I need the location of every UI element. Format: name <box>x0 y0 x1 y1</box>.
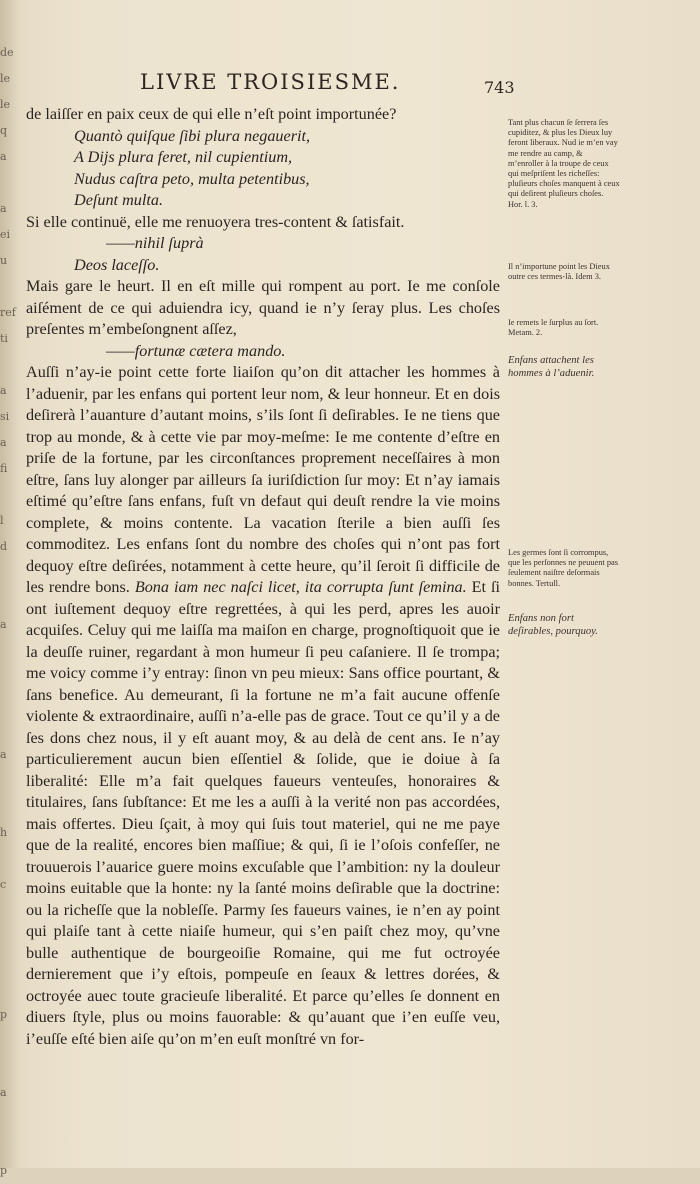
gutter-fragment <box>0 638 14 664</box>
gutter-fragment <box>0 560 14 586</box>
gutter-fragment <box>0 950 14 976</box>
gutter-fragment: a <box>0 384 7 397</box>
gutter-fragment: p <box>0 1164 8 1177</box>
gutter-fragment: le <box>0 72 11 85</box>
gutter-fragment: de <box>0 46 14 59</box>
gutter-fragment <box>0 352 14 378</box>
paragraph: Si elle continuë, elle me renuoyera tres-content & ſatisfait. <box>26 212 405 231</box>
margin-note: Il n’importune point les Dieux outre ces termes-là. Idem 3. <box>508 262 610 282</box>
verse-line: A Dijs plura feret, nil cupientium, <box>74 148 293 166</box>
margin-note: Ie remets le ſurplus au ſort. Metam. 2. <box>508 318 599 338</box>
latin-quote: Bona iam nec naſci licet, ita corrupta ſunt ſemina. <box>134 578 467 596</box>
gutter-fragment: a <box>0 1086 7 1099</box>
gutter-fragment: h <box>0 826 8 839</box>
gutter-fragment <box>0 1106 14 1132</box>
lead-line: de laiſſer en paix ceux de qui elle n’eſt point importunée? <box>26 105 397 123</box>
gutter-fragment <box>0 898 14 924</box>
gutter-fragment <box>0 1028 14 1054</box>
gutter-fragment: ref <box>0 306 16 319</box>
gutter-fragment: u <box>0 254 8 267</box>
gutter-fragment <box>0 274 14 300</box>
gutter-fragment <box>0 482 14 508</box>
verse-line: ——fortunæ cætera mando. <box>106 341 286 360</box>
gutter-fragment: l <box>0 514 4 527</box>
gutter-fragment <box>0 768 14 794</box>
paragraph: Mais gare le heurt. Il en eſt mille qui rompent au port. Ie me conſole aiſément de ce qui aduiendra icy, quand ie n’y ſeray plus. Les choſes preſentes m’embeſongnent aſſez, <box>26 277 500 338</box>
gutter-fragment: a <box>0 436 7 449</box>
gutter-fragment <box>0 716 14 742</box>
latin-verse-1 <box>74 126 500 212</box>
verse-line: Nudus caſtra peto, multa petentibus, <box>74 169 310 188</box>
verse-line: Quantò quiſque ſibi plura negauerit, <box>74 126 311 145</box>
margin-note-italic: Enfans attachent les hommes à l’aduenir. <box>508 355 595 379</box>
latin-verse-2 <box>74 233 500 276</box>
running-title: LIVRE TROISIESME. <box>140 70 401 94</box>
gutter-fragment: a <box>0 618 7 631</box>
paragraph-text: Auſſi n’ay-ie point cette forte liaiſon qu’on dit attacher les hommes à l’aduenir, par les enfans qui portent leur nom, & leur honneur. Et en dois deſirerà l’auanture d’autant moins, s’ils ſont ſi deſirables. Ie ne tiens que trop au monde, & à cette vie par moy-meſme: Ie me contente d’eſtre en priſe de la fortune, par les circonſtances proprement neceſſaires à mon eſtre, ſans luy alonger par ailleurs ſa iuriſdiction ſur moy: Et n’ay iamais eſtimé qu’eſtre ſans enfans, fuſt vn defaut qui deuſt rendre la vie moins complete, & moins contente. La vacation ſterile a bien auſſi ſes commoditez. Les enfans ſont du nombre des choſes qui n’ont pas fort dequoy eſtre deſirées, notamment à cette heure, qu’il ſeroit ſi difficile de les rendre bons. <box>26 363 500 596</box>
verse-line: Deos laceſſo. <box>74 255 160 274</box>
page-number: 743 <box>484 78 515 97</box>
paragraph-text: Et ſi ont iuſtement dequoy eſtre regrettées, à qui les perd, apres les auoir acquiſes. Celuy qui me laiſſa ma maiſon en charge, prognoſtiquoit que ie la deuſſe ruiner, regardant à mon humeur ſi peu caſaniere. Il ſe trompa; me voicy comme i’y entray: ſinon vn peu mieux: Sans office pourtant, & ſans benefice. Au demeurant, ſi la fortune ne m’a fait aucune offenſe violente & extraordinaire, auſſi n’a-elle pas de grace. Tout ce qu’il y a de ſes dons chez nous, il y eſt auant moy, & au delà de cent ans. Ie n’ay particulierement aucun bien eſſentiel & ſolide, que ie doiue à ſa liberalité: Elle m’a fait quelques faueurs venteuſes, honoraires & titulaires, ſans ſubſtance: Et me les a auſſi à la verité non pas accordées, mais offertes. Dieu ſçait, à moy qui ſuis tout materiel, qui ne me paye que de la realité, encores bien maſſiue; & qui, ſi ie l’oſois confeſſer, ne trouuerois l’auarice guere moins excuſable que l’ambition: ny la douleur moins euitable que la honte: ny la ſanté moins deſirable que la doctrine: ou la richeſſe que la nobleſſe. Parmy ſes faueurs vaines, ie n’en ay point qui plaiſe tant à cette niaiſe humeur, qui s’en paiſt chez moy, qu’vne bulle authentique de bourgeoiſie Romaine, qui me fut octroyée dernierement que i’y eſtois, pompeuſe en ſeaux & lettres dorées, & octroyée auec toute gracieuſe liberalité. Et parce qu’elles ſe donnent en diuers ſtyle, plus ou moins fauorable: & qu’auant que i’en euſſe veu, i’euſſe eſté bien aiſe qu’on m’en euſt monſtré vn for- <box>26 578 501 1048</box>
paragraph <box>26 362 500 1050</box>
gutter-fragment <box>0 976 14 1002</box>
gutter-fragment: le <box>0 98 11 111</box>
gutter-fragment: fi <box>0 462 8 475</box>
facing-page-edge <box>0 40 16 1177</box>
gutter-fragment <box>0 586 14 612</box>
gutter-fragment: d <box>0 540 8 553</box>
gutter-fragment: p <box>0 1008 8 1021</box>
gutter-fragment: c <box>0 878 7 891</box>
latin-verse-3 <box>74 341 500 363</box>
gutter-fragment <box>0 664 14 690</box>
margin-note: Les germes ſont ſi corrompus, que les perſonnes ne peuuent pas ſeulement naiſtre deſormais bonnes. Tertull. <box>508 548 619 588</box>
gutter-fragment <box>0 170 14 196</box>
margin-note-italic: Enfans non fort deſirables, pourquoy. <box>508 613 598 637</box>
gutter-fragment: a <box>0 748 7 761</box>
gutter-fragment <box>0 1132 14 1158</box>
gutter-fragment <box>0 924 14 950</box>
verse-line: Deſunt multa. <box>74 191 164 209</box>
main-text-column <box>26 104 500 1050</box>
gutter-fragment <box>0 794 14 820</box>
gutter-fragment: si <box>0 410 10 423</box>
gutter-fragment: a <box>0 202 7 215</box>
verse-line: ——nihil ſuprà <box>106 234 204 252</box>
gutter-fragment <box>0 1054 14 1080</box>
gutter-fragment: ei <box>0 228 11 241</box>
gutter-fragment <box>0 690 14 716</box>
gutter-fragment: q <box>0 124 8 137</box>
gutter-fragment <box>0 846 14 872</box>
gutter-fragment: a <box>0 150 7 163</box>
margin-note: Tant plus chacun ſe ſerrera ſes cupiditez, & plus les Dieux luy feront liberaux. Nud ie m’en vay me rendre au camp, & m’enroller à la troupe de ceux qui meſpriſent les richeſſes: pluſieurs choſes manquent à ceux qui deſirent pluſieurs choſes. Hor. l. 3. <box>508 118 620 209</box>
gutter-fragment: ti <box>0 332 8 345</box>
